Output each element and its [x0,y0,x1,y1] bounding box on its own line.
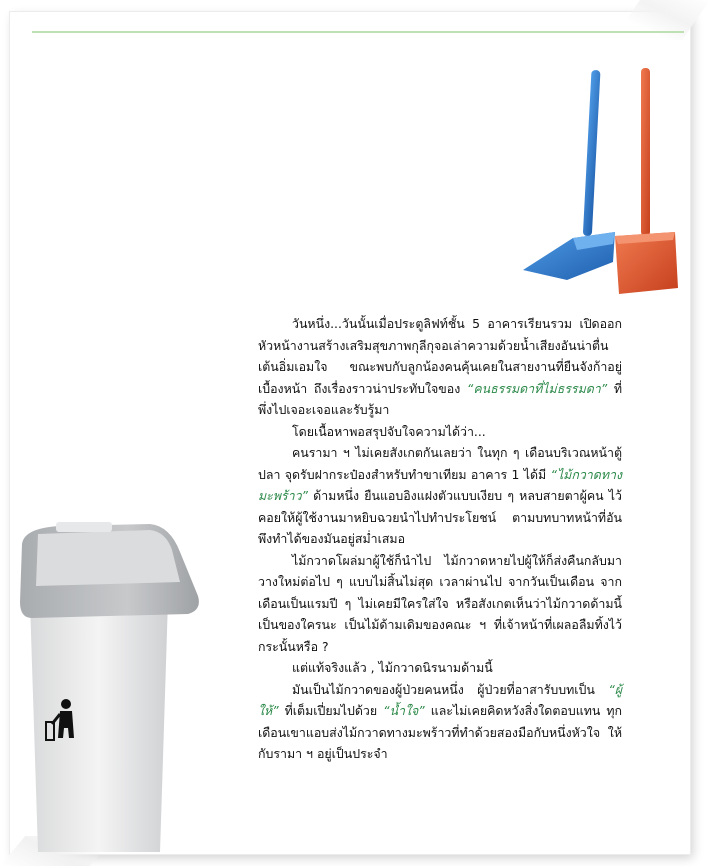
paragraph-5: แต่แท้จริงแล้ว , ไม้กวาดนิรนามด้ามนี้ [292,660,493,675]
paragraph-3 [258,442,622,550]
header-rule [32,31,684,33]
page-curl-top-right [612,0,710,40]
paragraph-6-text-a: มันเป็นไม้กวาดของผู้ป่วยคนหนึ่ง ผู้ป่วยที่อาสารับบทเป็น [292,681,609,697]
trash-bin-image [20,522,210,852]
paragraph-6 [258,679,622,765]
bin-body [30,600,168,852]
paragraph-3-text-a: คนรามา ฯ ไม่เคยสังเกตกันเลยว่า ในทุก ๆ เดือนบริเวณหน้าตู้ปลา จุดรับฝากระป๋องสำหรับทำขาเทียม อาคาร 1 ได้มี [258,445,622,482]
paragraph-1-text-b: ที่พึ่งไปเจอะเจอและรับรู้มา [258,380,622,417]
blue-dustpan-handle [583,70,601,236]
highlight-giver: “ผู้ให้” [258,681,622,718]
highlight-coconut-broom: “ไม้กวาดทางมะพร้าว” [258,466,622,503]
paragraph-1 [258,313,622,421]
paragraph-6-text-b: ที่เต็มเปี่ยมไปด้วย [278,703,384,718]
paragraph-4: ไม้กวาดโผล่มาผู้ใช้ก็นำไป ไม้กวาดหายไปผู้ให้ก็ส่งคืนกลับมาวางใหม่ต่อไป ๆ แบบไม่สิ้นไม่สุด เวลาผ่านไป จากวันเป็นเดือน จากเดือนเป็นแรมปี ๆ ไม่เคยมีใครใส่ใจ หรือสังเกตเห็นว่าไม้กวาดด้ามนี้เป็นของใครนะ เป็นไม้ด้ามเดิมของคณะ ฯ ที่เจ้าหน้าที่เผลอลืมทิ้งไว้กระนั้นหรือ ? [258,552,622,654]
highlight-kindness: “น้ำใจ” [383,703,425,718]
article-text [258,313,622,765]
paragraph-2: โดยเนื้อหาพอสรุปจับใจความได้ว่า... [292,423,486,439]
red-dustpan-handle [641,68,650,236]
highlight-ordinary-people: “คนธรรมดาที่ไม่ธรรมดา” [466,380,608,396]
paragraph-3-text-b: ด้ามหนึ่ง ยืนแอบอิงแฝงตัวแบบเงียบ ๆ หลบสายตาผู้คน ไว้คอยให้ผู้ใช้งานมาหยิบฉวยนำไปทำประโยชน์ ตามบทบาทหน้าที่อันพึงทำได้ของมันอยู่สม่ำเสมอ [258,488,622,546]
dustpans-image [515,66,690,300]
paragraph-6-text-c: และไม่เคยคิดหวังสิ่งใดตอบแทน ทุกเดือนเขาแอบส่งไม้กวาดทางมะพร้าวที่ทำด้วยสองมือกับหนึ่งหัวใจ ให้กับรามา ฯ อยู่เป็นประจำ [258,703,622,761]
paragraph-1-text-a: วันหนึ่ง...วันนั้นเมื่อประตูลิฟท์ชั้น 5 อาคารเรียนรวม เปิดออก หัวหน้างานสร้างเสริมสุขภาพกุลีกุจอเล่าความด้วยน้ำเสียงอันน่าตื่นเต้นอิ่มเอมใจ ขณะพบกับลูกน้องคนคุ้นเคยในสายงานที่ยืนจังก้าอยู่เบื้องหน้า ถึงเรื่องราวน่าประทับใจของ [258,316,622,396]
